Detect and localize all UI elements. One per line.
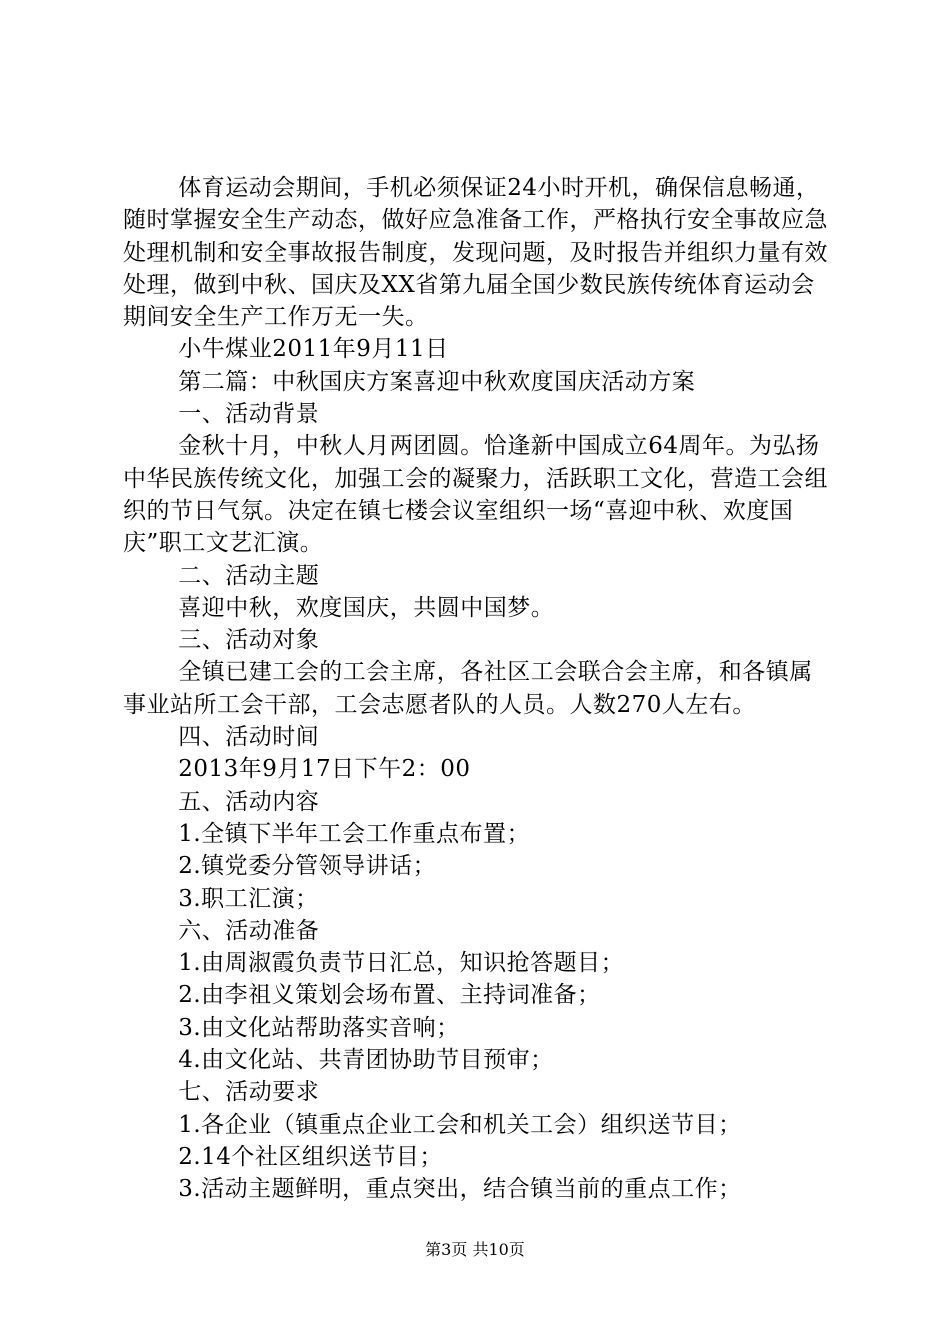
list-item: 2.由李祖义策划会场布置、主持词准备； <box>178 982 601 1009</box>
list-item: 3.职工汇演； <box>178 885 319 912</box>
heading-requirements: 七、活动要求 <box>178 1079 320 1106</box>
paragraph-theme: 喜迎中秋，欢度国庆，共圆中国梦。 <box>178 594 555 621</box>
heading-content: 五、活动内容 <box>178 788 320 815</box>
heading-participants: 三、活动对象 <box>178 627 320 654</box>
list-item: 3.由文化站帮助落实音响； <box>178 1014 460 1041</box>
list-item: 1.由周淑霞负责节日汇总，知识抢答题目； <box>178 950 625 977</box>
document-body <box>123 172 835 1206</box>
list-item: 3.活动主题鲜明，重点突出，结合镇当前的重点工作； <box>178 1176 742 1203</box>
heading-background: 一、活动背景 <box>178 401 320 428</box>
paragraph-safety-requirements: 体育运动会期间，手机必须保证24小时开机，确保信息畅通，随时掌握安全生产动态，做好应急准备工作，严格执行安全事故应急处理机制和安全事故报告制度，发现问题，及时报告并组织力量有效处理，做到中秋、国庆及XX省第九届全国少数民族传统体育运动会期间安全生产工作万无一失。 <box>123 175 828 331</box>
paragraph-time: 2013年9月17日下午2：00 <box>178 756 471 783</box>
heading-theme: 二、活动主题 <box>178 562 320 589</box>
list-item: 1.全镇下半年工会工作重点布置； <box>178 820 531 847</box>
signature-date-line: 小牛煤业2011年9月11日 <box>178 336 449 363</box>
paragraph-background: 金秋十月，中秋人月两团圆。恰逢新中国成立64周年。为弘扬中华民族传统文化，加强工会的凝聚力，活跃职工文化，营造工会组织的节日气氛。决定在镇七楼会议室组织一场“喜迎中秋、欢度国庆”职工文艺汇演。 <box>123 433 828 557</box>
list-item: 1.各企业（镇重点企业工会和机关工会）组织送节目； <box>178 1111 742 1138</box>
heading-time: 四、活动时间 <box>178 724 320 751</box>
heading-preparation: 六、活动准备 <box>178 917 320 944</box>
page-footer <box>0 1240 950 1260</box>
section-title-part-two: 第二篇：中秋国庆方案喜迎中秋欢度国庆活动方案 <box>178 368 696 395</box>
paragraph-participants: 全镇已建工会的工会主席，各社区工会联合会主席，和各镇属事业站所工会干部，工会志愿者队的人员。人数270人左右。 <box>123 659 813 718</box>
page-number-label: 第3页 共10页 <box>425 1240 525 1259</box>
list-item: 4.由文化站、共青团协助节目预审； <box>178 1047 554 1074</box>
list-item: 2.镇党委分管领导讲话； <box>178 853 437 880</box>
list-item: 2.14个社区组织送节目； <box>178 1143 443 1170</box>
